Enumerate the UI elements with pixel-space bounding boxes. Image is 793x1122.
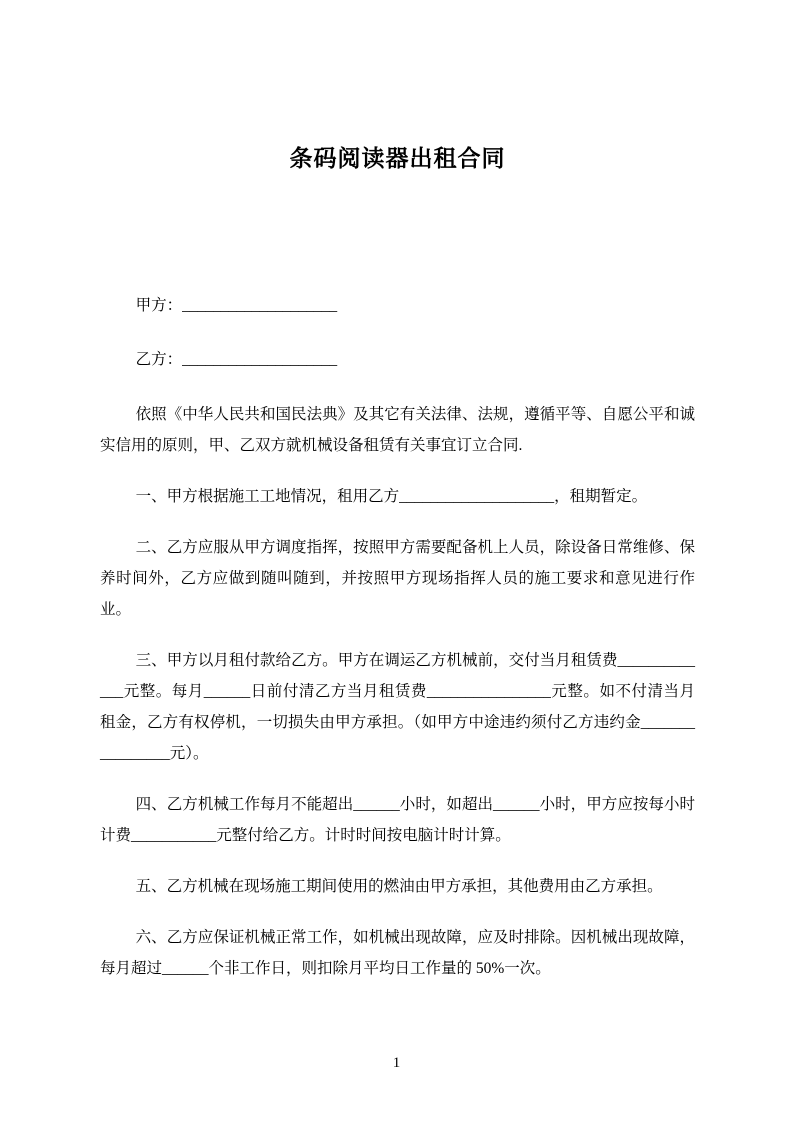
party-b-line: 乙方：____________________ bbox=[135, 351, 338, 368]
paragraph-clause-2: 二、乙方应服从甲方调度指挥，按照甲方需要配备机上人员，除设备日常维修、保养时间外，乙方应做到随叫随到，并按照甲方现场指挥人员的施工要求和意见进行作业。 bbox=[100, 539, 695, 618]
paragraph-clause-4: 四、乙方机械工作每月不能超出______小时，如超出______小时，甲方应按每小时计费___________元整付给乙方。计时时间按电脑计时计算。 bbox=[100, 796, 695, 844]
page-number: 1 bbox=[392, 1055, 401, 1071]
party-a-line: 甲方：____________________ bbox=[135, 297, 338, 314]
paragraph-clause-6: 六、乙方应保证机械正常工作，如机械出现故障，应及时排除。因机械出现故障，每月超过______个非工作日，则扣除月平均日工作量的 50%一次。 bbox=[100, 929, 695, 977]
document-title: 条码阅读器出租合同 bbox=[289, 145, 506, 171]
paragraph-preamble: 依照《中华人民共和国民法典》及其它有关法律、法规，遵循平等、自愿公平和诚实信用的原则，甲、乙双方就机械设备租赁有关事宜订立合同. bbox=[100, 406, 695, 454]
paragraph-clause-3: 三、甲方以月租付款给乙方。甲方在调运乙方机械前，交付当月租赁费_____________元整。每月______日前付清乙方当月租赁费________________元整。如不付清当月租金，乙方有权停机，一切损失由甲方承担。（如甲方中途违约须付乙方违约金________________元）。 bbox=[100, 652, 695, 762]
paragraph-clause-5: 五、乙方机械在现场施工期间使用的燃油由甲方承担，其他费用由乙方承担。 bbox=[135, 878, 663, 895]
paragraph-clause-1: 一、甲方根据施工工地情况，租用乙方____________________，租期暂定。 bbox=[135, 488, 648, 505]
